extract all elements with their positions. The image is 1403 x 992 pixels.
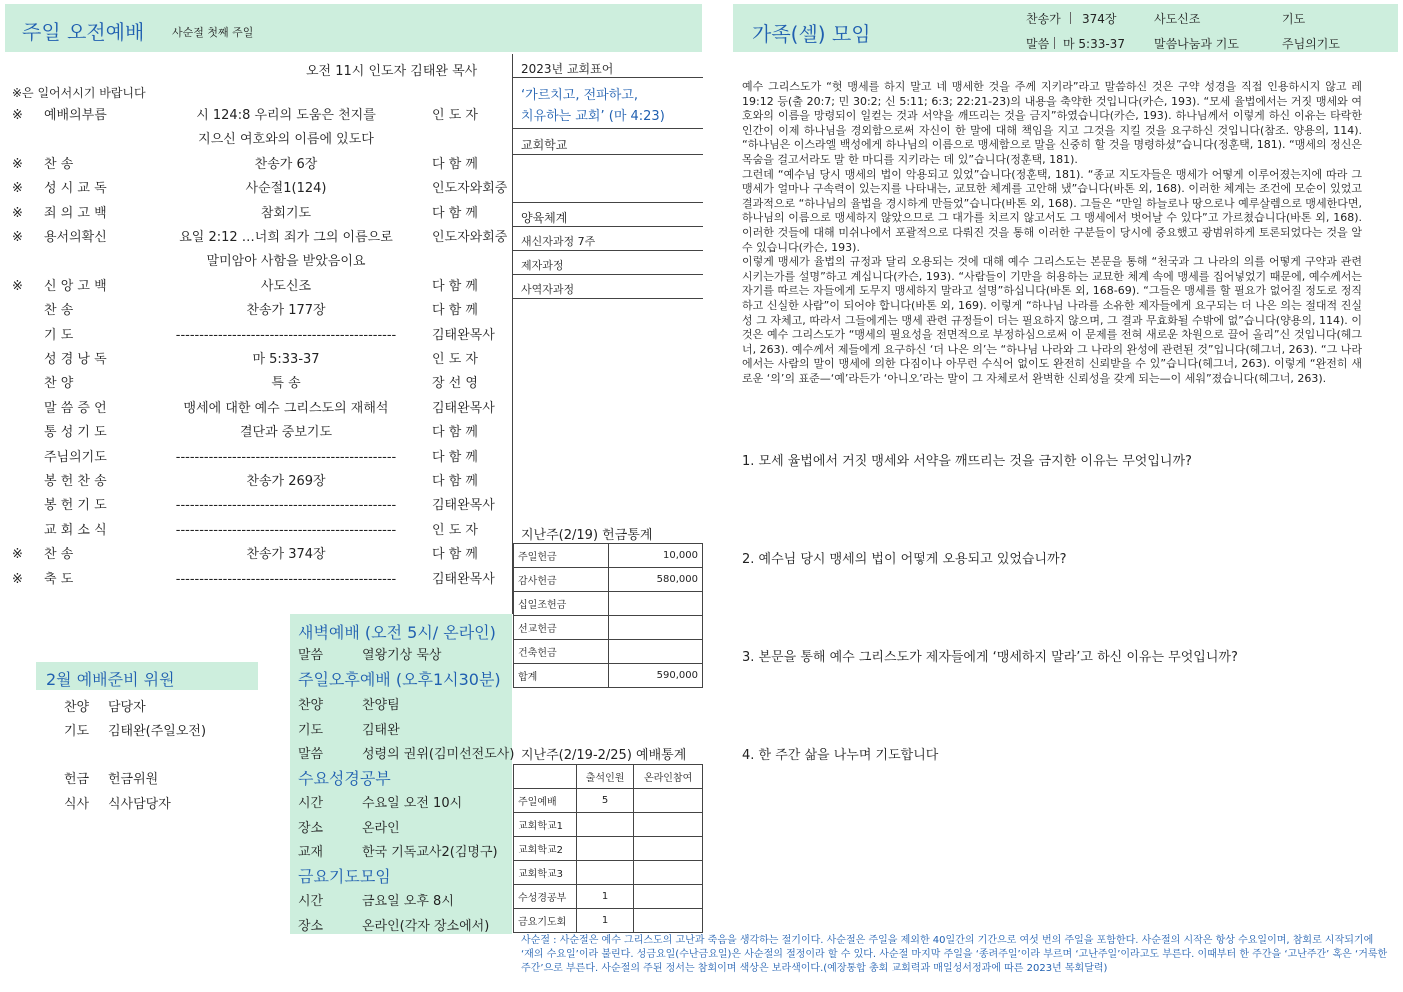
- row-content: 찬송가 374장: [246, 547, 326, 563]
- row-mark: ※: [12, 108, 23, 123]
- attendance-row: [514, 837, 703, 861]
- footnote-text: 사순절은 예수 그리스도의 고난과 죽음을 생각하는 절기이다. 사순절은 주일을 제외한 40일간의 기간으로 여섯 번의 주일을 포함한다. 사순절의 시작은 항상 수요일이며, 참회로 시작되기에 ‘재의 수요일’이라 불린다. 성금요일(수난금요일)은 사순절의 절정이라 할 수 있다. 사순절 마지막 주일을 ‘종려주일’이라 부르며 ‘고난주일’이라고도 부른다. 이때부터 한 주간을 ‘고난주간’ 혹은 ‘거룩한 주간’으로 부른다. 사순절의 주된 정서는 참회이며 색상은 보라색이다.(예장통합 총회 교회력과 매일성서정과에 따른 2023년 목회달력): [521, 935, 1388, 974]
- row-content: 사순절1(124): [245, 181, 327, 197]
- offering-name: 합계: [514, 664, 609, 688]
- offering-name: 선교헌금: [514, 616, 609, 640]
- attendance-name: 교회학교3: [514, 861, 577, 885]
- commentary-text: [742, 80, 1362, 386]
- offering-name: 십일조헌금: [514, 592, 609, 616]
- row-leader: 김태완목사: [432, 400, 495, 416]
- item-value: 온라인(각자 장소에서): [362, 918, 490, 934]
- commentary-paragraph: 그런데 “예수님 당시 맹세의 법이 악용되고 있었”습니다(정훈택, 181). “종교 지도자들은 맹세가 어떻게 이루어졌는지에 따라 그 맹세가 얼마나 구속력이 있는지를 나타내는, 교묘한 체계를 고안해 냈”습니다(바톤 외, 168). 이러한 체계는 조건에 모순이 있었고 결과적으로 “하나님의 율법을 경시하게 만들었”습니다(바톤 외, 168). 그들은 “만일 하늘로나 땅으로나 예루살렘으로 맹세한다면, 하나님의 이름으로 맹세하지 않았으므로 그 대가를 치르지 않고서도 그 맹세에서 벗어날 수 있다”고 가르쳤습니다(바톤 외, 168). 이러한 것들에 대해 미쉬나에서 포괄적으로 다뤄진 것을 통해 이러한 구분들이 당시에 중요했고 광범위하게 토론되었다는 것을 알 수 있습니다(카슨, 193).: [742, 167, 1362, 254]
- row-leader: 다 함 께: [432, 278, 478, 294]
- commentary-paragraph: 이렇게 맹세가 율법의 규정과 달리 오용되는 것에 대해 예수 그리스도는 본문을 통해 “천국과 그 나라의 의를 어떻게 구약과 관련시키는가를 설명”하고 계십니다(카슨, 193). “사람들이 기만을 허용하는 교묘한 체계 속에 맹세를 집어넣었기 때문에, 예수께서는 자기를 따르는 자들에게 도무지 맹세하지 말라고 설명”하십니다(바톤 외, 168-69). “그들은 맹세를 할 필요가 없어질 정도로 정직하고 신실한 사람”이 되어야 합니다(바톤 외, 169). 이렇게 “하나님 나라를 소유한 제자들에게 요구되는 더 나은 의는 절대적 진실성 그 자체고, 따라서 그들에게는 맹세 관련 규정들이 더는 필요하지 않으며, 그 결과 무효화될 수밖에 없”습니다(양용의, 114). 이것은 예수 그리스도가 “맹세의 필요성을 전면적으로 부정하심으로써 이 문제를 전혀 새로운 차원으로 끌어 올리”신 것입니다(헤그너, 263). 예수께서 제들에게 요구하신 ‘더 나은 의’는 “하나님 나라와 그 나라의 완성에 관련된 것”입니다(헤그너, 263). “그 나라에서는 사람의 말이 맹세에 의한 다짐이나 아무런 수식어 없이도 완전히 신뢰받을 수 있”습니다(헤그너, 263). 이렇게 “완전히 새로운 ‘의’의 표준—‘예’라든가 ‘아니오’라는 말이 그 자체로서 완벽한 신뢰성을 갖게 되는—이 세워”졌습니다(헤그너, 263).: [742, 255, 1362, 385]
- row-label: 주님의기도: [44, 449, 107, 465]
- page-title: 주일 오전예배: [22, 20, 145, 44]
- row-leader: 김태완목사: [432, 571, 495, 587]
- attendance-title: 지난주(2/19-2/25) 예배통계: [521, 748, 687, 763]
- divider: [513, 298, 703, 299]
- row-leader: 인도자와회중: [432, 230, 508, 245]
- item-value: 찬양팀: [362, 698, 400, 713]
- service-row: [12, 324, 502, 348]
- prep-title: 2월 예배준비 위원: [46, 670, 175, 689]
- service-leader-line: 오전 11시 인도자 김태완 목사: [306, 64, 478, 79]
- row-label: 기 도: [44, 327, 74, 343]
- row-mark: ※: [12, 230, 23, 245]
- item-label: 장소: [298, 820, 324, 836]
- divider: [513, 250, 703, 251]
- attendance-online: [634, 861, 703, 885]
- attendance-online: [634, 837, 703, 861]
- row-label: 신 앙 고 백: [44, 278, 107, 294]
- divider: [513, 128, 703, 129]
- row-leader: 다 함 께: [432, 547, 478, 563]
- item-value: 한국 기독교사2(김명구): [362, 845, 498, 860]
- attendance-name: 교회학교1: [514, 813, 577, 837]
- footnote-label: 사순절 :: [521, 935, 557, 946]
- question-3: 3. 본문을 통해 예수 그리스도가 제자들에게 ‘맹세하지 말라’고 하신 이유는 무엇입니까?: [742, 650, 1238, 665]
- attendance-count: [577, 861, 634, 885]
- row-label: 봉 헌 찬 송: [44, 474, 107, 489]
- offering-amount: [609, 616, 703, 640]
- prep-label: 헌금: [64, 772, 90, 787]
- row-label: 찬 송: [44, 156, 74, 172]
- service-row: [12, 568, 502, 592]
- attendance-row: [514, 789, 703, 813]
- row-label: 축 도: [44, 571, 74, 587]
- attendance-count: [577, 837, 634, 861]
- commentary-paragraph: 예수 그리스도가 “헛 맹세를 하지 말고 네 맹세한 것을 주께 지키라”라고 말씀하신 것은 구약 성경을 직접 인용하시지 않고 레 19:12 등(출 20:7; 민 30:2; 신 5:11; 6:3; 22:21-23)의 내용을 축약한 것입니다(카슨, 193). “모세 율법에서는 거짓 맹세와 여호와의 이름을 망령되이 일컫는 것과 서약을 깨뜨리는 것을 금지”하였습니다(카슨, 193). 하나님께서 이렇게 하신 이유는 타락한 인간이 이제 하나님을 경외함으로써 자신이 한 말에 대해 책임을 지고 그것을 지킬 것을 요구하신 것입니다(참조. 양용의, 114). “하나님은 이스라엘 백성에게 하나님의 이름으로 맹세함으로 말을 신중히 할 것을 명령하셨”습니다(정훈택, 181). “맹세의 정신은 목숨을 걸고서라도 말 한 마디를 지키라는 데 있”습니다(정훈택, 181).: [742, 80, 1362, 166]
- item-value: 김태완: [362, 722, 400, 738]
- item-label: 기도: [298, 722, 324, 738]
- offering-amount: 10,000: [609, 544, 703, 568]
- attendance-count: 1: [577, 885, 634, 909]
- question-4: 4. 한 주간 삶을 나누며 기도합니다: [742, 748, 939, 763]
- course-minister: 사역자과정: [521, 283, 575, 296]
- row-label: 성 경 낭 독: [44, 352, 107, 367]
- dawn-word-value: 열왕기상 묵상: [362, 648, 442, 663]
- standing-note: ※은 일어서시기 바랍니다: [12, 86, 146, 100]
- row-label: 찬 송: [44, 547, 74, 563]
- prep-value: 김태완(주일오전): [108, 724, 207, 739]
- row-mark: ※: [12, 205, 23, 221]
- service-row: [12, 543, 502, 567]
- row-content: 결단과 중보기도: [239, 425, 333, 441]
- creed-text: 사도신조: [1154, 12, 1201, 26]
- row-leader: 인 도 자: [432, 522, 478, 538]
- header-divider: [1054, 37, 1055, 49]
- row-label: 죄 의 고 백: [44, 205, 107, 221]
- offering-row: [514, 568, 703, 592]
- row-content: 찬송가 177장: [246, 303, 326, 319]
- row-leader: 다 함 께: [432, 425, 478, 441]
- service-row: [12, 177, 508, 201]
- attendance-name: 금요기도회: [514, 909, 577, 933]
- offering-table: [513, 543, 703, 688]
- attendance-name: 주일예배: [514, 789, 577, 813]
- row-label: 말 씀 증 언: [44, 400, 107, 416]
- attendance-online: [634, 909, 703, 933]
- motto-line-2: 치유하는 교회’ (마 4:23): [521, 109, 665, 124]
- hymn-label: 찬송가: [1026, 12, 1061, 26]
- service-row: [12, 494, 502, 518]
- offering-name: 주일헌금: [514, 544, 609, 568]
- service-row: [12, 446, 502, 470]
- service-row: [12, 104, 502, 128]
- offering-row: [514, 664, 703, 688]
- friday-prayer-title: 금요기도모임: [298, 867, 391, 886]
- row-content: 찬송가 269장: [246, 474, 326, 489]
- row-content: 마 5:33-37: [252, 352, 320, 367]
- attendance-row: [514, 861, 703, 885]
- item-label: 말씀: [298, 747, 324, 762]
- row-mark: ※: [12, 547, 23, 563]
- row-label: 교 회 소 식: [44, 522, 107, 538]
- page-subtitle: 사순절 첫째 주일: [172, 26, 254, 39]
- offering-name: 감사헌금: [514, 568, 609, 592]
- row-leader: 인 도 자: [432, 352, 478, 367]
- row-content: 시 124:8 우리의 도움은 천지를: [196, 108, 376, 123]
- row-label: 봉 헌 기 도: [44, 498, 107, 514]
- row-content: -----------------------------------------------: [175, 522, 397, 538]
- item-value: 성령의 권위(김미선전도사): [362, 747, 515, 762]
- service-row: [12, 250, 502, 274]
- row-content: 찬송가 6장: [254, 156, 318, 172]
- attendance-table: [513, 764, 703, 933]
- row-leader: 인도자와회중: [432, 181, 508, 197]
- prep-label: 기도: [64, 724, 90, 739]
- row-content: -----------------------------------------------: [175, 449, 397, 465]
- wednesday-study-title: 수요성경공부: [298, 769, 391, 788]
- row-content: -----------------------------------------------: [175, 498, 397, 514]
- row-content: 말미암아 사함을 받았음이요: [206, 254, 366, 270]
- row-leader: 장 선 영: [432, 376, 478, 392]
- attendance-row: [514, 909, 703, 933]
- service-row: [12, 348, 502, 372]
- attendance-count: [577, 813, 634, 837]
- header-divider: [1070, 12, 1071, 24]
- row-content: 참회기도: [260, 205, 312, 221]
- service-row: [12, 226, 508, 250]
- offering-amount: [609, 640, 703, 664]
- row-content: -----------------------------------------------: [175, 327, 397, 343]
- lords-prayer-text: 주님의기도: [1282, 37, 1340, 51]
- row-content: 특 송: [271, 376, 301, 392]
- attendance-online: [634, 813, 703, 837]
- item-label: 장소: [298, 918, 324, 934]
- offering-row: [514, 616, 703, 640]
- row-content: 맹세에 대한 예수 그리스도의 재해석: [183, 400, 389, 416]
- row-mark: ※: [12, 278, 23, 294]
- divider: [513, 226, 703, 227]
- row-leader: 다 함 께: [432, 205, 478, 221]
- row-mark: ※: [12, 181, 23, 197]
- offering-amount: [609, 592, 703, 616]
- row-content: -----------------------------------------------: [175, 571, 397, 587]
- row-leader: 다 함 께: [432, 156, 478, 172]
- prep-value: 식사담당자: [108, 797, 171, 812]
- item-label: 시간: [298, 796, 324, 811]
- attendance-count: 5: [577, 789, 634, 813]
- row-label: 용서의확신: [44, 230, 107, 245]
- offering-row: [514, 544, 703, 568]
- question-1: 1. 모세 율법에서 거짓 맹세와 서약을 깨뜨리는 것을 금지한 이유는 무엇입니까?: [742, 454, 1192, 469]
- service-row: [12, 470, 502, 494]
- row-label: 찬 양: [44, 376, 74, 392]
- item-label: 교재: [298, 845, 324, 860]
- item-label: 시간: [298, 894, 324, 909]
- item-value: 금요일 오후 8시: [362, 894, 454, 909]
- nurture-label: 양육체계: [521, 211, 568, 225]
- row-label: 예배의부름: [44, 108, 107, 123]
- column-divider: [512, 54, 513, 614]
- service-row: [12, 275, 502, 299]
- sharing-text: 말씀나눔과 기도: [1154, 37, 1239, 51]
- dawn-word-label: 말씀: [298, 648, 324, 663]
- word-label: 말씀: [1026, 37, 1050, 51]
- row-content: 사도신조: [260, 278, 312, 294]
- prep-value: 헌금위원: [108, 772, 159, 787]
- attendance-row: [514, 813, 703, 837]
- word-value: 마 5:33-37: [1063, 37, 1125, 51]
- attendance-online: [634, 885, 703, 909]
- divider: [513, 154, 703, 155]
- row-leader: 다 함 께: [432, 303, 478, 319]
- row-leader: 다 함 께: [432, 449, 478, 465]
- attendance-header-row: [514, 765, 703, 789]
- motto-line-1: ‘가르치고, 전파하고,: [521, 88, 638, 103]
- hymn-value: 374장: [1082, 12, 1117, 26]
- row-leader: 김태완목사: [432, 327, 495, 343]
- row-label: 성 시 교 독: [44, 181, 107, 197]
- offering-row: [514, 592, 703, 616]
- offering-row: [514, 640, 703, 664]
- prayer-text: 기도: [1282, 12, 1306, 26]
- footnote: [521, 934, 1389, 976]
- service-row: [12, 372, 502, 396]
- prep-value: 담당자: [108, 700, 146, 715]
- attendance-header: [514, 765, 577, 789]
- question-2: 2. 예수님 당시 맹세의 법이 어떻게 오용되고 있었습니까?: [742, 552, 1067, 567]
- service-row: [12, 519, 502, 543]
- attendance-count: 1: [577, 909, 634, 933]
- divider: [513, 274, 703, 275]
- divider: [513, 77, 703, 78]
- attendance-header: 온라인참여: [634, 765, 703, 789]
- prep-label: 식사: [64, 797, 90, 812]
- offering-name: 건축헌금: [514, 640, 609, 664]
- service-row: [12, 128, 502, 152]
- service-row: [12, 421, 502, 445]
- item-value: 수요일 오전 10시: [362, 796, 463, 811]
- row-content: 지으신 여호와의 이름에 있도다: [198, 132, 374, 148]
- row-mark: ※: [12, 571, 23, 587]
- row-label: 통 성 기 도: [44, 425, 107, 441]
- afternoon-service-title: 주일오후예배 (오후1시30분): [298, 670, 501, 689]
- item-value: 온라인: [362, 820, 400, 836]
- row-leader: 다 함 께: [432, 474, 478, 489]
- divider: [513, 202, 703, 203]
- offering-amount: 590,000: [609, 664, 703, 688]
- item-label: 찬양: [298, 698, 324, 713]
- prep-label: 찬양: [64, 700, 90, 715]
- offering-amount: 580,000: [609, 568, 703, 592]
- attendance-online: [634, 789, 703, 813]
- service-row: [12, 397, 502, 421]
- row-label: 찬 송: [44, 303, 74, 319]
- course-newcomer: 새신자과정 7주: [521, 235, 596, 248]
- service-row: [12, 299, 502, 323]
- course-disciple: 제자과정: [521, 259, 564, 272]
- attendance-name: 교회학교2: [514, 837, 577, 861]
- row-content: 요일 2:12 …너희 죄가 그의 이름으로: [179, 230, 393, 245]
- row-leader: 김태완목사: [432, 498, 495, 514]
- church-school-label: 교회학교: [521, 138, 568, 152]
- row-leader: 인 도 자: [432, 108, 478, 123]
- service-row: [12, 153, 502, 177]
- attendance-header: 출석인원: [577, 765, 634, 789]
- offering-title: 지난주(2/19) 헌금통계: [521, 528, 653, 543]
- cell-meeting-title: 가족(셀) 모임: [752, 22, 871, 46]
- attendance-name: 수성경공부: [514, 885, 577, 909]
- dawn-service-title: 새벽예배 (오전 5시/ 온라인): [298, 623, 496, 642]
- attendance-row: [514, 885, 703, 909]
- row-mark: ※: [12, 156, 23, 172]
- service-row: [12, 202, 502, 226]
- year-motto-label: 2023년 교회표어: [521, 62, 614, 76]
